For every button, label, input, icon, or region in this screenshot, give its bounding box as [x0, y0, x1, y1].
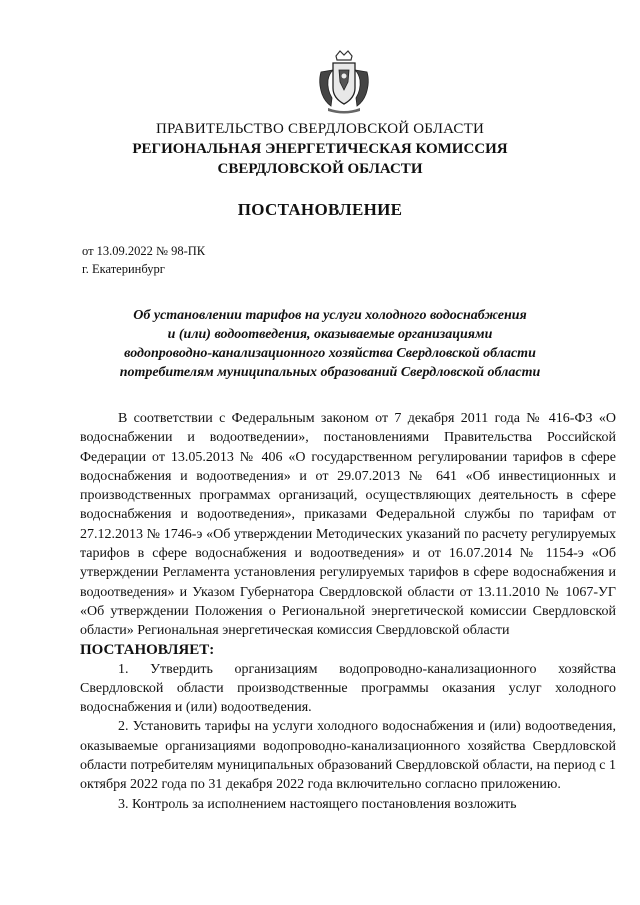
subject-line: водопроводно-канализационного хозяйства Свердловской области: [124, 346, 536, 361]
header-commission: РЕГИОНАЛЬНАЯ ЭНЕРГЕТИЧЕСКАЯ КОМИССИЯ: [132, 141, 508, 157]
header-government: ПРАВИТЕЛЬСТВО СВЕРДЛОВСКОЙ ОБЛАСТИ: [155, 121, 485, 137]
decree-heading: ПОСТАНОВЛЯЕТ:: [80, 641, 215, 658]
preamble-paragraph: В соответствии с Федеральным законом от 7 декабря 2011 года № 416-ФЗ «О водоснабжении и водоотведении», постановлениями Правительства Российской Федерации от 13.05.2013 № 406 «О государственном регулировании тарифов в сфере водоснабжения и водоотведения» и от 29.07.2013 № 641 «Об инвестиционных и производственных программах организаций, осуществляющих деятельность в сфере водоснабжения и водоотведения», приказами Федеральной службы по тарифам от 27.12.2013 № 1746-э «Об утверждении Методических указаний по расчету регулируемых тарифов в сфере водоснабжения и водоотведения» и от 16.07.2014 № 1154-э «Об утверждении Регламента установления регулируемых тарифов в сфере водоснабжения и водоотведения» и Указом Губернатора Свердловской области от 13.11.2010 № 1067-УГ «Об утверждении Положения о Региональной энергетической комиссии Свердловской области» Региональная энергетическая комиссия Свердловской области: [80, 411, 616, 639]
document-type-title: ПОСТАНОВЛЕНИЕ: [237, 200, 403, 219]
coat-of-arms-emblem: [316, 50, 372, 116]
decree-item: 1. Утвердить организациям водопроводно-канализационного хозяйства Свердловской области производственные программы оказания услуг холодного водоснабжения и (или) водоотведения.: [80, 661, 616, 716]
subject-line: потребителям муниципальных образований Свердловской области: [119, 365, 541, 380]
header-region: СВЕРДЛОВСКОЙ ОБЛАСТИ: [217, 161, 423, 177]
document-body: [80, 409, 616, 814]
document-city: г. Екатеринбург: [82, 262, 165, 276]
decree-item: 3. Контроль за исполнением настоящего постановления возложить: [118, 796, 517, 812]
subject-line: и (или) водоотведения, оказываемые организациями: [167, 327, 493, 342]
subject-line: Об установлении тарифов на услуги холодного водоснабжения: [133, 308, 527, 323]
decree-item: 2. Установить тарифы на услуги холодного водоснабжения и (или) водоотведения, оказываемые организациями водопроводно-канализационного хозяйства Свердловской области потребителям муниципальных образований Свердловской области, на период с 1 октября 2022 года по 31 декабря 2022 года включительно согласно приложению.: [80, 719, 616, 793]
document-subject: [80, 306, 580, 382]
document-date-number: от 13.09.2022 № 98-ПК: [82, 244, 206, 258]
